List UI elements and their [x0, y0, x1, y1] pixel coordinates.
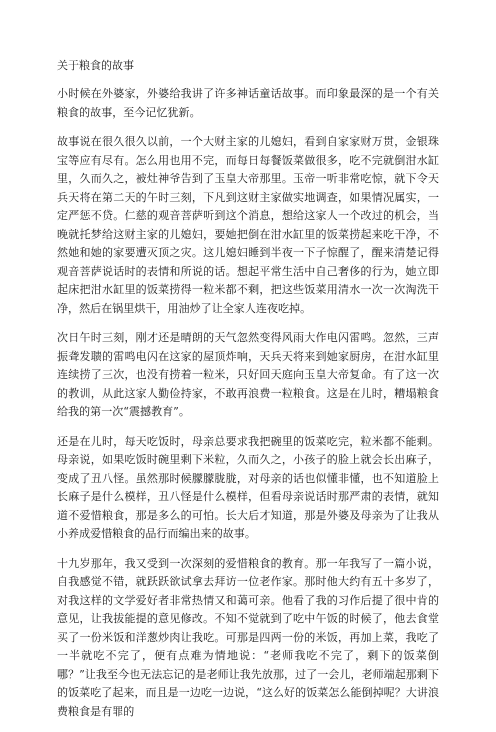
paragraph-thunder: 次日午时三刻，刚才还是晴朗的天气忽然变得风雨大作电闪雷鸣。忽然，三声振聋发聩的雷鸣电闪在这家的屋顶炸响，天兵天将来到她家厨房，在泔水缸里连续捞了三次，也没有捞着一粒米，只好回天庭向玉皇大帝复命。有了这一次的教训，从此这家人勤俭持家，不敢再浪费一粒粮食。这是在儿时，糟塌粮食给我的第一次“震撼教育”。: [57, 331, 439, 418]
document-body: [57, 56, 439, 732]
paragraph-childhood: 还是在儿时，每天吃饭时，母亲总要求我把碗里的饭菜吃完，粒米都不能剩。母亲说，如果吃饭时碗里剩下米粒，久而久之，小孩子的脸上就会长出麻子，变成了丑八怪。虽然那时候朦朦胧胧，对母亲的话也似懂非懂，也不知道脸上长麻子是什么模样，丑八怪是什么模样，但看母亲说话时那严肃的表情，就知道不爱惜粮食，那是多么的可怕。长大后才知道，那是外婆及母亲为了让我从小养成爱惜粮食的品行而编出来的故事。: [57, 434, 439, 540]
paragraph-story: 故事说在很久很久以前，一个大财主家的儿媳妇，看到自家家财万贯，金银珠宝等应有尽有。怎么用也用不完，而每日每餐饭菜做很多，吃不完就倒泔水缸里，久而久之，被灶神爷告到了玉皇大帝那里。玉帝一听非常吃惊，就下令天兵天将在第二天的午时三刻，下凡到这财主家做实地调查，如果情况属实，一定严惩不贷。仁慈的观音菩萨听到这个消息，想给这家人一个改过的机会，当晚就托梦给这财主家的儿媳妇，要她把倒在泔水缸里的饭菜捞起来吃干净，不然她和她的家要遭灭顶之灾。这儿媳妇睡到半夜一下子惊醒了，醒来清楚记得观音菩萨说话时的表情和所说的话。想起平常生活中自己奢侈的行为，她立即起床把泔水缸里的饭菜捞得一粒米都不剩，把这些饭菜用清水一次一次淘洗干净，然后在锅里烘干，用油炒了让全家人连夜吃掉。: [57, 135, 439, 315]
document-title: 关于粮食的故事: [57, 59, 134, 72]
paragraph-nineteen: 十九岁那年，我又受到一次深刻的爱惜粮食的教育。那一年我写了一篇小说，自我感觉不错，就跃跃欲试拿去拜访一位老作家。那时他大约有五十多岁了，对我这样的文学爱好者非常热情又和蔼可亲。他看了我的习作后提了很中肯的意见，让我拔能提的意见修改。不知不觉就到了吃中午饭的时候了，他去食堂买了一份米饭和洋葱炒肉让我吃。可那是四两一份的米饭，再加上菜，我吃了一半就吃不完了，便有点难为情地说：“老师我吃不完了，剩下的饭菜倒哪？”让我至今也无法忘记的是老师让我先放那，过了一会儿，老师端起那剩下的饭菜吃了起来，而且是一边吃一边说，“这么好的饭菜怎么能倒掉呢？大讲浪费粮食是有罪的: [57, 556, 439, 718]
paragraph-intro: 小时候在外婆家，外婆给我讲了许多神话童话故事。而印象最深的是一个有关粮食的故事，至今记忆犹新。: [57, 87, 439, 119]
